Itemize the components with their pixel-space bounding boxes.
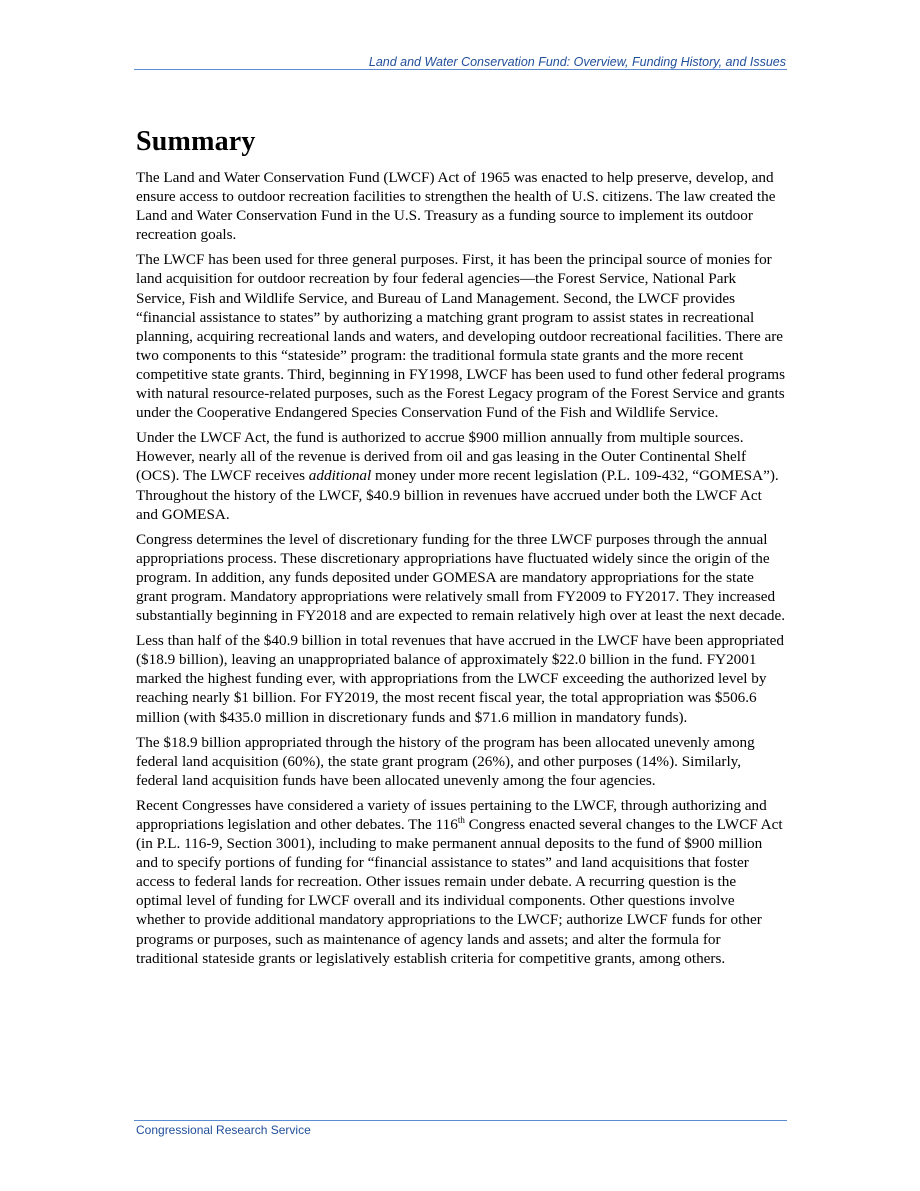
footer-publisher: Congressional Research Service xyxy=(136,1123,311,1137)
page-title: Summary xyxy=(136,126,256,157)
document-body xyxy=(136,125,786,974)
paragraph-5: Less than half of the $40.9 billion in total revenues that have accrued in the LWCF have been appropriated ($18.9 billion), leaving an unappropriated balance of approximately $22.0 billion in the fund. FY2001 marked the highest funding ever, with appropriations from the LWCF exceeding the authorized level by reaching nearly $1 billion. For FY2019, the most recent fiscal year, the total appropriation was $506.6 million (with $435.0 million in discretionary funds and $71.6 million in mandatory funds). xyxy=(136,632,784,726)
paragraph-7 xyxy=(136,796,786,968)
footer-divider xyxy=(134,1120,787,1121)
paragraph-3 xyxy=(136,428,786,523)
paragraph-6: The $18.9 billion appropriated through the history of the program has been allocated unevenly among federal land acquisition (60%), the state grant program (26%), and other purposes (14%). Similarly, federal land acquisition funds have been allocated unevenly among the four agencies. xyxy=(136,733,755,789)
paragraph-7-text-b: Congress enacted several changes to the LWCF Act (in P.L. 116-9, Section 3001), including to make permanent annual deposits to the fund of $900 million and to specify portions of funding for “financial assistance to states” and land acquisitions that foster access to federal lands for recreation. Other issues remain under debate. A recurring question is the optimal level of funding for LWCF overall and its individual components. Other questions involve whether to provide additional mandatory appropriations to the LWCF; authorize LWCF funds for other programs or purposes, such as maintenance of agency lands and assets; and alter the formula for traditional stateside grants or legislatively establish criteria for competitive grants, among others. xyxy=(136,816,783,967)
paragraph-7-superscript: th xyxy=(457,815,465,825)
paragraph-4: Congress determines the level of discretionary funding for the three LWCF purposes through the annual appropriations process. These discretionary appropriations have fluctuated widely since the origin of the program. In addition, any funds deposited under GOMESA are mandatory appropriations for the state grant program. Mandatory appropriations were relatively small from FY2009 to FY2017. They increased substantially beginning in FY2018 and are expected to remain relatively high over at least the next decade. xyxy=(136,530,786,625)
header-divider xyxy=(134,69,787,70)
paragraph-3-text-a: Under the LWCF Act, the fund is authorized to accrue $900 million annually from multiple sources. However, nearly all of the revenue is derived from oil and gas leasing in the Outer Continental Shelf (OCS). The LWCF receives xyxy=(136,429,747,485)
paragraph-3-emphasis: additional xyxy=(308,467,372,485)
paragraph-7-text-a: Recent Congresses have considered a variety of issues pertaining to the LWCF, through authorizing and appropriations legislation and other debates. The 116 xyxy=(136,796,767,833)
running-header-title: Land and Water Conservation Fund: Overview, Funding History, and Issues xyxy=(368,55,786,69)
paragraph-1: The Land and Water Conservation Fund (LWCF) Act of 1965 was enacted to help preserve, develop, and ensure access to outdoor recreation facilities to strengthen the health of U.S. citizens. The law created the Land and Water Conservation Fund in the U.S. Treasury as a funding source to implement its outdoor recreation goals. xyxy=(136,169,776,244)
paragraph-2: The LWCF has been used for three general purposes. First, it has been the principal source of monies for land acquisition for outdoor recreation by four federal agencies—the Forest Service, National Park Service, Fish and Wildlife Service, and Bureau of Land Management. Second, the LWCF provides “financial assistance to states” by authorizing a matching grant program to assist states in recreational planning, acquiring recreational lands and waters, and developing outdoor recreational facilities. There are two components to this “stateside” program: the traditional formula state grants and the more recent competitive state grants. Third, beginning in FY1998, LWCF has been used to fund other federal programs with natural resource-related purposes, such as the Forest Legacy program of the Forest Service and grants under the Cooperative Endangered Species Conservation Fund of the Fish and Wildlife Service. xyxy=(136,251,785,422)
paragraph-3-text-b: money under more recent legislation (P.L. 109-432, “GOMESA”). Throughout the history of the LWCF, $40.9 billion in revenues have accrued under both the LWCF Act and GOMESA. xyxy=(136,467,779,523)
